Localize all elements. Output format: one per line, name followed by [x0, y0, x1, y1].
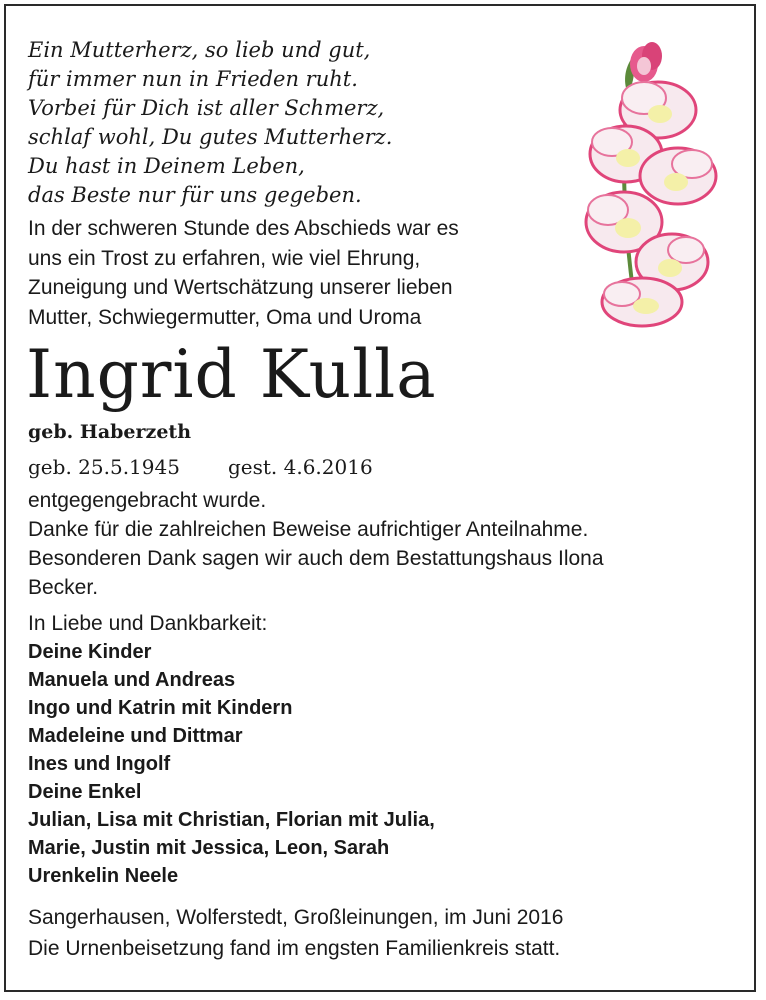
- blossom: [640, 148, 716, 204]
- thanks-line: Becker.: [28, 576, 99, 599]
- life-dates: [28, 453, 373, 481]
- poem-line: das Beste nur für uns gegeben.: [28, 183, 362, 207]
- maiden-name: geb. Haberzeth: [28, 421, 192, 443]
- signature-heading: In Liebe und Dankbarkeit:: [28, 612, 268, 635]
- poem-line: für immer nun in Frieden ruht.: [28, 67, 358, 91]
- signature-name: Manuela und Andreas: [28, 669, 236, 691]
- signature-name: Madeleine und Dittmar: [28, 725, 243, 747]
- intro-text: [28, 214, 568, 332]
- intro-line: Mutter, Schwiegermutter, Oma und Uroma: [28, 305, 422, 329]
- blossom-top: [630, 42, 662, 82]
- thanks-text: [28, 486, 708, 602]
- poem-line: schlaf wohl, Du gutes Mutterherz.: [28, 125, 393, 149]
- poem: [28, 36, 588, 210]
- death-date: gest. 4.6.2016: [227, 455, 373, 479]
- thanks-line: entgegengebracht wurde.: [28, 489, 267, 512]
- footer: [28, 902, 708, 964]
- signature-name: Deine Enkel: [28, 781, 142, 803]
- signature-name: Ingo und Katrin mit Kindern: [28, 697, 293, 719]
- poem-line: Du hast in Deinem Leben,: [28, 154, 305, 178]
- signature-name: Urenkelin Neele: [28, 865, 179, 887]
- poem-line: Ein Mutterherz, so lieb und gut,: [28, 38, 371, 62]
- thanks-line: Besonderen Dank sagen wir auch dem Bestattungshaus Ilona: [28, 547, 604, 570]
- signature-name: Julian, Lisa mit Christian, Florian mit Julia,: [28, 809, 435, 831]
- gladiolus-flower-image: [582, 36, 722, 330]
- intro-line: In der schweren Stunde des Abschieds war es: [28, 217, 459, 240]
- intro-line: uns ein Trost zu erfahren, wie viel Ehrung,: [28, 246, 421, 270]
- blossom: [602, 278, 682, 326]
- place-date: Sangerhausen, Wolferstedt, Großleinungen, im Juni 2016: [28, 906, 564, 929]
- signature-block: [28, 610, 708, 890]
- signature-name: Marie, Justin mit Jessica, Leon, Sarah: [28, 837, 390, 859]
- poem-line: Vorbei für Dich ist aller Schmerz,: [28, 96, 385, 120]
- birth-date: geb. 25.5.1945: [28, 455, 180, 479]
- thanks-line: Danke für die zahlreichen Beweise aufrichtiger Anteilnahme.: [28, 518, 589, 541]
- deceased-name: Ingrid Kulla: [26, 336, 437, 413]
- signature-name: Deine Kinder: [28, 641, 152, 663]
- intro-line: Zuneigung und Wertschätzung unserer lieben: [28, 276, 453, 299]
- burial-note: Die Urnenbeisetzung fand im engsten Familienkreis statt.: [28, 937, 561, 960]
- signature-name: Ines und Ingolf: [28, 753, 171, 775]
